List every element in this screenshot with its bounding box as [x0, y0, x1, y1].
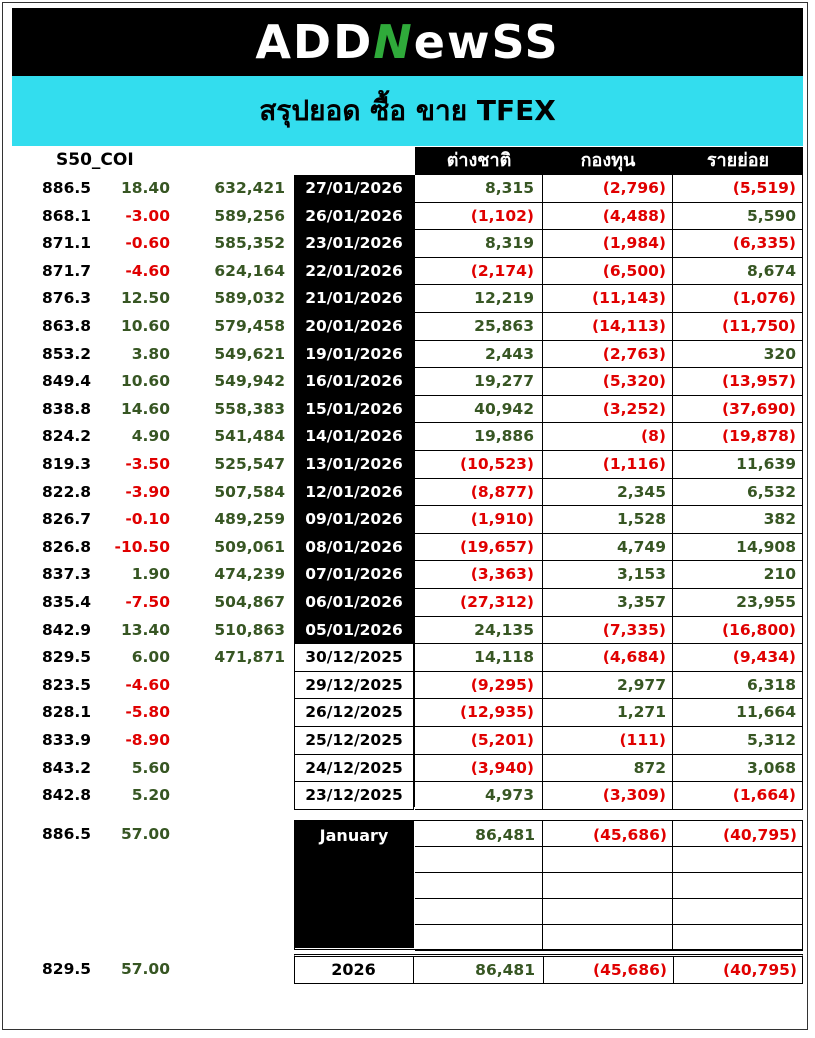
institution-value: (7,335) [543, 617, 673, 645]
date-cell: 26/01/2026 [294, 203, 414, 231]
foreign-value: (2,174) [415, 258, 543, 286]
retail-value: (9,434) [673, 644, 803, 672]
index-value: 871.1 [42, 234, 92, 253]
monthly-grid-cell [673, 899, 803, 925]
coi-value: 585,352 [214, 234, 285, 253]
monthly-grid-cell [415, 925, 543, 951]
monthly-change: 57.00 [120, 825, 170, 843]
retail-value: 6,532 [673, 479, 803, 507]
institution-value: 1,528 [543, 506, 673, 534]
table-row [0, 561, 815, 589]
index-value: 886.5 [42, 179, 92, 197]
date-cell: 06/01/2026 [294, 589, 414, 617]
retail-value: 3,068 [673, 755, 803, 783]
date-cell: 07/01/2026 [294, 561, 414, 589]
institution-value: (3,252) [543, 396, 673, 424]
monthly-grid-cell [543, 847, 673, 873]
table-row [0, 423, 815, 451]
index-value: 826.7 [42, 510, 92, 529]
change-value: 4.90 [131, 427, 170, 446]
institution-value: (5,320) [543, 368, 673, 396]
index-value: 849.4 [42, 372, 92, 391]
coi-value: 632,421 [214, 179, 285, 197]
index-value: 842.8 [42, 786, 92, 805]
date-cell: 09/01/2026 [294, 506, 414, 534]
yearly-index: 829.5 [42, 960, 92, 978]
foreign-value: (10,523) [415, 451, 543, 479]
foreign-value: 19,277 [415, 368, 543, 396]
retail-value: (1,664) [673, 782, 803, 810]
retail-value: (13,957) [673, 368, 803, 396]
change-value: 14.60 [120, 399, 170, 418]
coi-value: 510,863 [214, 620, 285, 639]
foreign-value: 14,118 [415, 644, 543, 672]
retail-value: (37,690) [673, 396, 803, 424]
monthly-foreign: 86,481 [475, 826, 535, 844]
institution-value: (4,488) [543, 203, 673, 231]
index-value: 871.7 [42, 261, 92, 280]
date-cell: 19/01/2026 [294, 341, 414, 369]
date-cell: 23/01/2026 [294, 230, 414, 258]
retail-value: 5,590 [673, 203, 803, 231]
change-value: 13.40 [120, 620, 170, 639]
institution-value: 2,345 [543, 479, 673, 507]
foreign-value: (3,363) [415, 561, 543, 589]
date-cell: 27/01/2026 [294, 175, 414, 203]
column-header-foreign: ต่างชาติ [415, 147, 543, 175]
table-row [0, 727, 815, 755]
institution-value: (8) [543, 423, 673, 451]
foreign-value: (8,877) [415, 479, 543, 507]
retail-value: 6,318 [673, 672, 803, 700]
monthly-grid-cell [543, 873, 673, 899]
date-cell: 12/01/2026 [294, 479, 414, 507]
foreign-value: 25,863 [415, 313, 543, 341]
change-value: -4.60 [125, 675, 170, 694]
column-header-retail: รายย่อย [673, 147, 803, 175]
change-value: 18.40 [120, 179, 170, 197]
table-row [0, 230, 815, 258]
institution-value: 2,977 [543, 672, 673, 700]
date-cell: 05/01/2026 [294, 617, 414, 645]
coi-value [190, 672, 285, 700]
index-value: 824.2 [42, 427, 92, 446]
index-value: 837.3 [42, 565, 92, 584]
table-row [0, 368, 815, 396]
yearly-retail: (40,795) [723, 961, 797, 979]
change-value: -0.60 [125, 234, 170, 253]
monthly-retail: (40,795) [723, 826, 797, 844]
retail-value: (6,335) [673, 230, 803, 258]
monthly-grid-cell [415, 873, 543, 899]
date-cell: 25/12/2025 [294, 727, 414, 755]
coi-value [190, 727, 285, 755]
date-cell: 20/01/2026 [294, 313, 414, 341]
coi-value [190, 699, 285, 727]
institution-value: (14,113) [543, 313, 673, 341]
foreign-value: (12,935) [415, 699, 543, 727]
foreign-value: 19,886 [415, 423, 543, 451]
change-value: 1.90 [131, 565, 170, 584]
institution-value: 3,357 [543, 589, 673, 617]
retail-value: 11,664 [673, 699, 803, 727]
date-cell: 08/01/2026 [294, 534, 414, 562]
monthly-grid-cell [415, 847, 543, 873]
institution-value: 872 [543, 755, 673, 783]
retail-value: 5,312 [673, 727, 803, 755]
index-value: 822.8 [42, 482, 92, 501]
monthly-grid-cell [543, 925, 673, 951]
institution-value: 4,749 [543, 534, 673, 562]
yearly-foreign: 86,481 [475, 961, 535, 979]
coi-value: 589,032 [214, 289, 285, 308]
monthly-grid-cell [673, 925, 803, 951]
institution-value: (2,796) [543, 175, 673, 203]
institution-value: 1,271 [543, 699, 673, 727]
index-value: 829.5 [42, 648, 92, 667]
table-row [0, 285, 815, 313]
coi-value: 509,061 [214, 537, 285, 556]
index-value: 823.5 [42, 675, 92, 694]
brand-logo: ADDNewSS [255, 15, 560, 69]
date-cell: 15/01/2026 [294, 396, 414, 424]
monthly-label: January [294, 820, 414, 948]
index-value: 833.9 [42, 731, 92, 749]
change-value: 5.60 [131, 758, 170, 777]
coi-value: 558,383 [214, 399, 285, 418]
page-title: สรุปยอด ซื้อ ขาย TFEX [259, 94, 556, 127]
institution-value: (6,500) [543, 258, 673, 286]
foreign-value: 2,443 [415, 341, 543, 369]
monthly-grid-cell [543, 899, 673, 925]
foreign-value: 12,219 [415, 285, 543, 313]
institution-value: (3,309) [543, 782, 673, 810]
table-row [0, 755, 815, 783]
coi-value [190, 755, 285, 783]
change-value: -7.50 [125, 593, 170, 611]
table-row [0, 534, 815, 562]
monthly-grid-cell [673, 873, 803, 899]
foreign-value: (1,102) [415, 203, 543, 231]
change-value: -10.50 [114, 537, 170, 556]
change-value: 5.20 [131, 786, 170, 805]
index-value: 819.3 [42, 455, 92, 473]
institution-value: (4,684) [543, 644, 673, 672]
institution-value: (1,984) [543, 230, 673, 258]
left-header-label: S50_COI [56, 150, 134, 170]
index-value: 828.1 [42, 703, 92, 722]
foreign-value: 24,135 [415, 617, 543, 645]
coi-value: 471,871 [214, 648, 285, 667]
change-value: 10.60 [120, 317, 170, 335]
column-header-institution: กองทุน [543, 147, 673, 175]
change-value: 3.80 [131, 344, 170, 363]
date-cell: 29/12/2025 [294, 672, 414, 700]
foreign-value: 8,319 [415, 230, 543, 258]
table-row [0, 782, 815, 810]
table-row [0, 479, 815, 507]
coi-value: 541,484 [214, 427, 285, 446]
table-row [0, 396, 815, 424]
yearly-label: 2026 [294, 956, 414, 984]
change-value: -0.10 [125, 510, 170, 529]
institution-value: (1,116) [543, 451, 673, 479]
index-value: 863.8 [42, 317, 92, 335]
coi-value: 624,164 [214, 261, 285, 280]
index-value: 826.8 [42, 537, 92, 556]
index-value: 835.4 [42, 593, 92, 611]
foreign-value: (27,312) [415, 589, 543, 617]
index-value: 876.3 [42, 289, 92, 308]
foreign-value: (9,295) [415, 672, 543, 700]
change-value: 10.60 [120, 372, 170, 391]
retail-value: (1,076) [673, 285, 803, 313]
monthly-grid-cell [673, 847, 803, 873]
change-value: -4.60 [125, 261, 170, 280]
index-value: 853.2 [42, 344, 92, 363]
retail-value: (16,800) [673, 617, 803, 645]
foreign-value: (3,940) [415, 755, 543, 783]
institution-value: (11,143) [543, 285, 673, 313]
table-row [0, 175, 815, 203]
change-value: 6.00 [131, 648, 170, 667]
coi-value: 489,259 [214, 510, 285, 529]
retail-value: 320 [673, 341, 803, 369]
foreign-value: 8,315 [415, 175, 543, 203]
retail-value: 11,639 [673, 451, 803, 479]
foreign-value: 4,973 [415, 782, 543, 810]
brand-header [12, 8, 803, 76]
index-value: 868.1 [42, 206, 92, 225]
date-cell: 13/01/2026 [294, 451, 414, 479]
table-left-border [414, 175, 415, 807]
change-value: -5.80 [125, 703, 170, 722]
retail-value: 382 [673, 506, 803, 534]
institution-value: 3,153 [543, 561, 673, 589]
change-value: -8.90 [125, 731, 170, 749]
date-cell: 26/12/2025 [294, 699, 414, 727]
table-row [0, 313, 815, 341]
foreign-value: (1,910) [415, 506, 543, 534]
coi-value: 589,256 [214, 206, 285, 225]
retail-value: 23,955 [673, 589, 803, 617]
title-banner [12, 76, 803, 146]
monthly-index: 886.5 [42, 825, 92, 843]
coi-value: 579,458 [214, 317, 285, 335]
date-cell: 21/01/2026 [294, 285, 414, 313]
retail-value: (19,878) [673, 423, 803, 451]
table-row [0, 589, 815, 617]
change-value: 12.50 [120, 289, 170, 308]
date-cell: 24/12/2025 [294, 755, 414, 783]
retail-value: 8,674 [673, 258, 803, 286]
date-cell: 30/12/2025 [294, 644, 414, 672]
date-cell: 16/01/2026 [294, 368, 414, 396]
table-row [0, 506, 815, 534]
table-row [0, 617, 815, 645]
retail-value: 14,908 [673, 534, 803, 562]
yearly-institution: (45,686) [593, 961, 667, 979]
monthly-institution: (45,686) [593, 826, 667, 844]
coi-value: 549,621 [214, 344, 285, 363]
change-value: -3.00 [125, 206, 170, 225]
coi-value: 507,584 [214, 482, 285, 501]
coi-value: 504,867 [214, 593, 285, 611]
table-row [0, 672, 815, 700]
monthly-grid-cell [415, 899, 543, 925]
foreign-value: 40,942 [415, 396, 543, 424]
retail-value: (5,519) [673, 175, 803, 203]
date-cell: 22/01/2026 [294, 258, 414, 286]
coi-value [190, 782, 285, 810]
coi-value: 525,547 [214, 455, 285, 473]
yearly-change: 57.00 [120, 960, 170, 978]
table-row [0, 451, 815, 479]
retail-value: 210 [673, 561, 803, 589]
table-row [0, 258, 815, 286]
change-value: -3.50 [125, 455, 170, 473]
retail-value: (11,750) [673, 313, 803, 341]
institution-value: (111) [543, 727, 673, 755]
coi-value: 474,239 [214, 565, 285, 584]
index-value: 842.9 [42, 620, 92, 639]
index-value: 838.8 [42, 399, 92, 418]
foreign-value: (5,201) [415, 727, 543, 755]
date-cell: 23/12/2025 [294, 782, 414, 810]
date-cell: 14/01/2026 [294, 423, 414, 451]
table-row [0, 699, 815, 727]
foreign-value: (19,657) [415, 534, 543, 562]
index-value: 843.2 [42, 758, 92, 777]
coi-value: 549,942 [214, 372, 285, 391]
institution-value: (2,763) [543, 341, 673, 369]
change-value: -3.90 [125, 482, 170, 501]
table-row [0, 644, 815, 672]
table-row [0, 203, 815, 231]
table-row [0, 341, 815, 369]
